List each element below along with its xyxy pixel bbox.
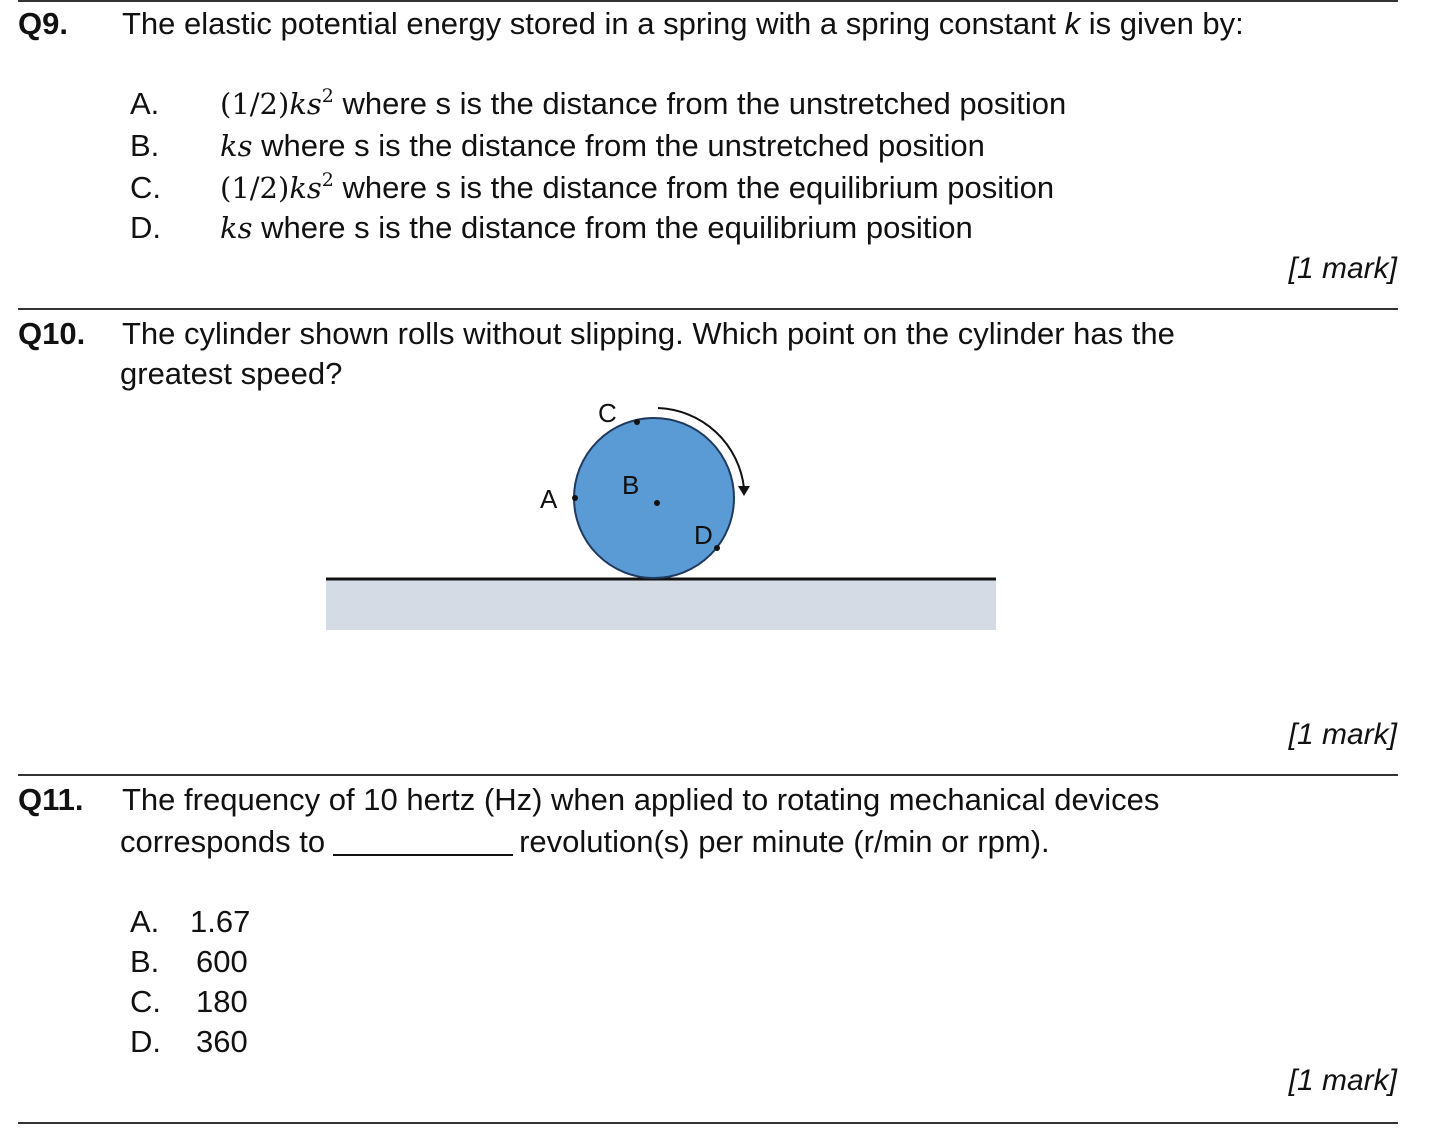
q11-stem-line2: [120, 824, 1050, 860]
point-b-dot: [654, 500, 660, 506]
q11-number: Q11.: [18, 782, 84, 817]
q10-bottom-rule: [18, 774, 1398, 776]
q11-option-c-value: 180: [196, 984, 248, 1019]
q9-option-a-letter: A.: [130, 86, 160, 121]
q11-bottom-rule: [18, 1122, 1398, 1124]
q9-option-d-letter: D.: [130, 210, 161, 245]
q11-option-b-letter: B.: [130, 944, 160, 979]
point-a-dot: [572, 495, 578, 501]
point-c-label: C: [598, 398, 617, 428]
q9-option-d-formula: ks: [220, 211, 253, 245]
q11-option-a-value: 1.67: [190, 904, 251, 939]
point-b-label: B: [622, 470, 640, 500]
q11-stem-line1: The frequency of 10 hertz (Hz) when applied to rotating mechanical devices: [122, 782, 1160, 817]
q11-mark: [1 mark]: [1288, 1064, 1397, 1097]
point-c-dot: [634, 419, 640, 425]
cylinder: [574, 418, 734, 578]
q9-option-a-formula: $(1/2)ks^2$: [220, 85, 334, 121]
q9-option-c-text: where s is the distance from the equilibrium position: [342, 170, 1055, 205]
q9-stem: The elastic potential energy stored in a spring with a spring constant k is given by:: [122, 6, 1244, 41]
q11-stem-before-blank: corresponds to: [120, 824, 326, 859]
q10-stem-line2: greatest speed?: [120, 356, 343, 391]
q9-option-a-text: where s is the distance from the unstretched position: [342, 86, 1067, 121]
q11-option-b-value: 600: [196, 944, 248, 979]
q9-option-b-text: where s is the distance from the unstretched position: [261, 128, 985, 163]
point-a-label: A: [540, 484, 558, 514]
point-d-dot: [714, 545, 720, 551]
q9-option-b-letter: B.: [130, 128, 160, 163]
point-d-label: D: [694, 520, 713, 550]
q9-option-b-formula: ks: [220, 129, 253, 163]
q9-option-c-formula: $(1/2)ks^2$: [220, 169, 334, 205]
q9-number: Q9.: [18, 6, 68, 41]
ground-surface: [326, 580, 996, 630]
q10-stem-line1: The cylinder shown rolls without slipping. Which point on the cylinder has the: [122, 316, 1175, 351]
q11-option-a-letter: A.: [130, 904, 160, 939]
answer-blank: [333, 828, 513, 856]
q11-option-c-letter: C.: [130, 984, 161, 1019]
q10-number: Q10.: [18, 316, 86, 351]
q9-option-c-letter: C.: [130, 170, 161, 205]
q10-mark: [1 mark]: [1288, 718, 1397, 751]
q11-option-d-letter: D.: [130, 1024, 161, 1059]
q9-option-d-text: where s is the distance from the equilibrium position: [261, 210, 973, 245]
q9-mark: [1 mark]: [1288, 252, 1397, 285]
rotation-arrowhead: [738, 486, 750, 496]
q11-option-d-value: 360: [196, 1024, 248, 1059]
q11-stem-after-blank: revolution(s) per minute (r/min or rpm).: [519, 824, 1050, 859]
